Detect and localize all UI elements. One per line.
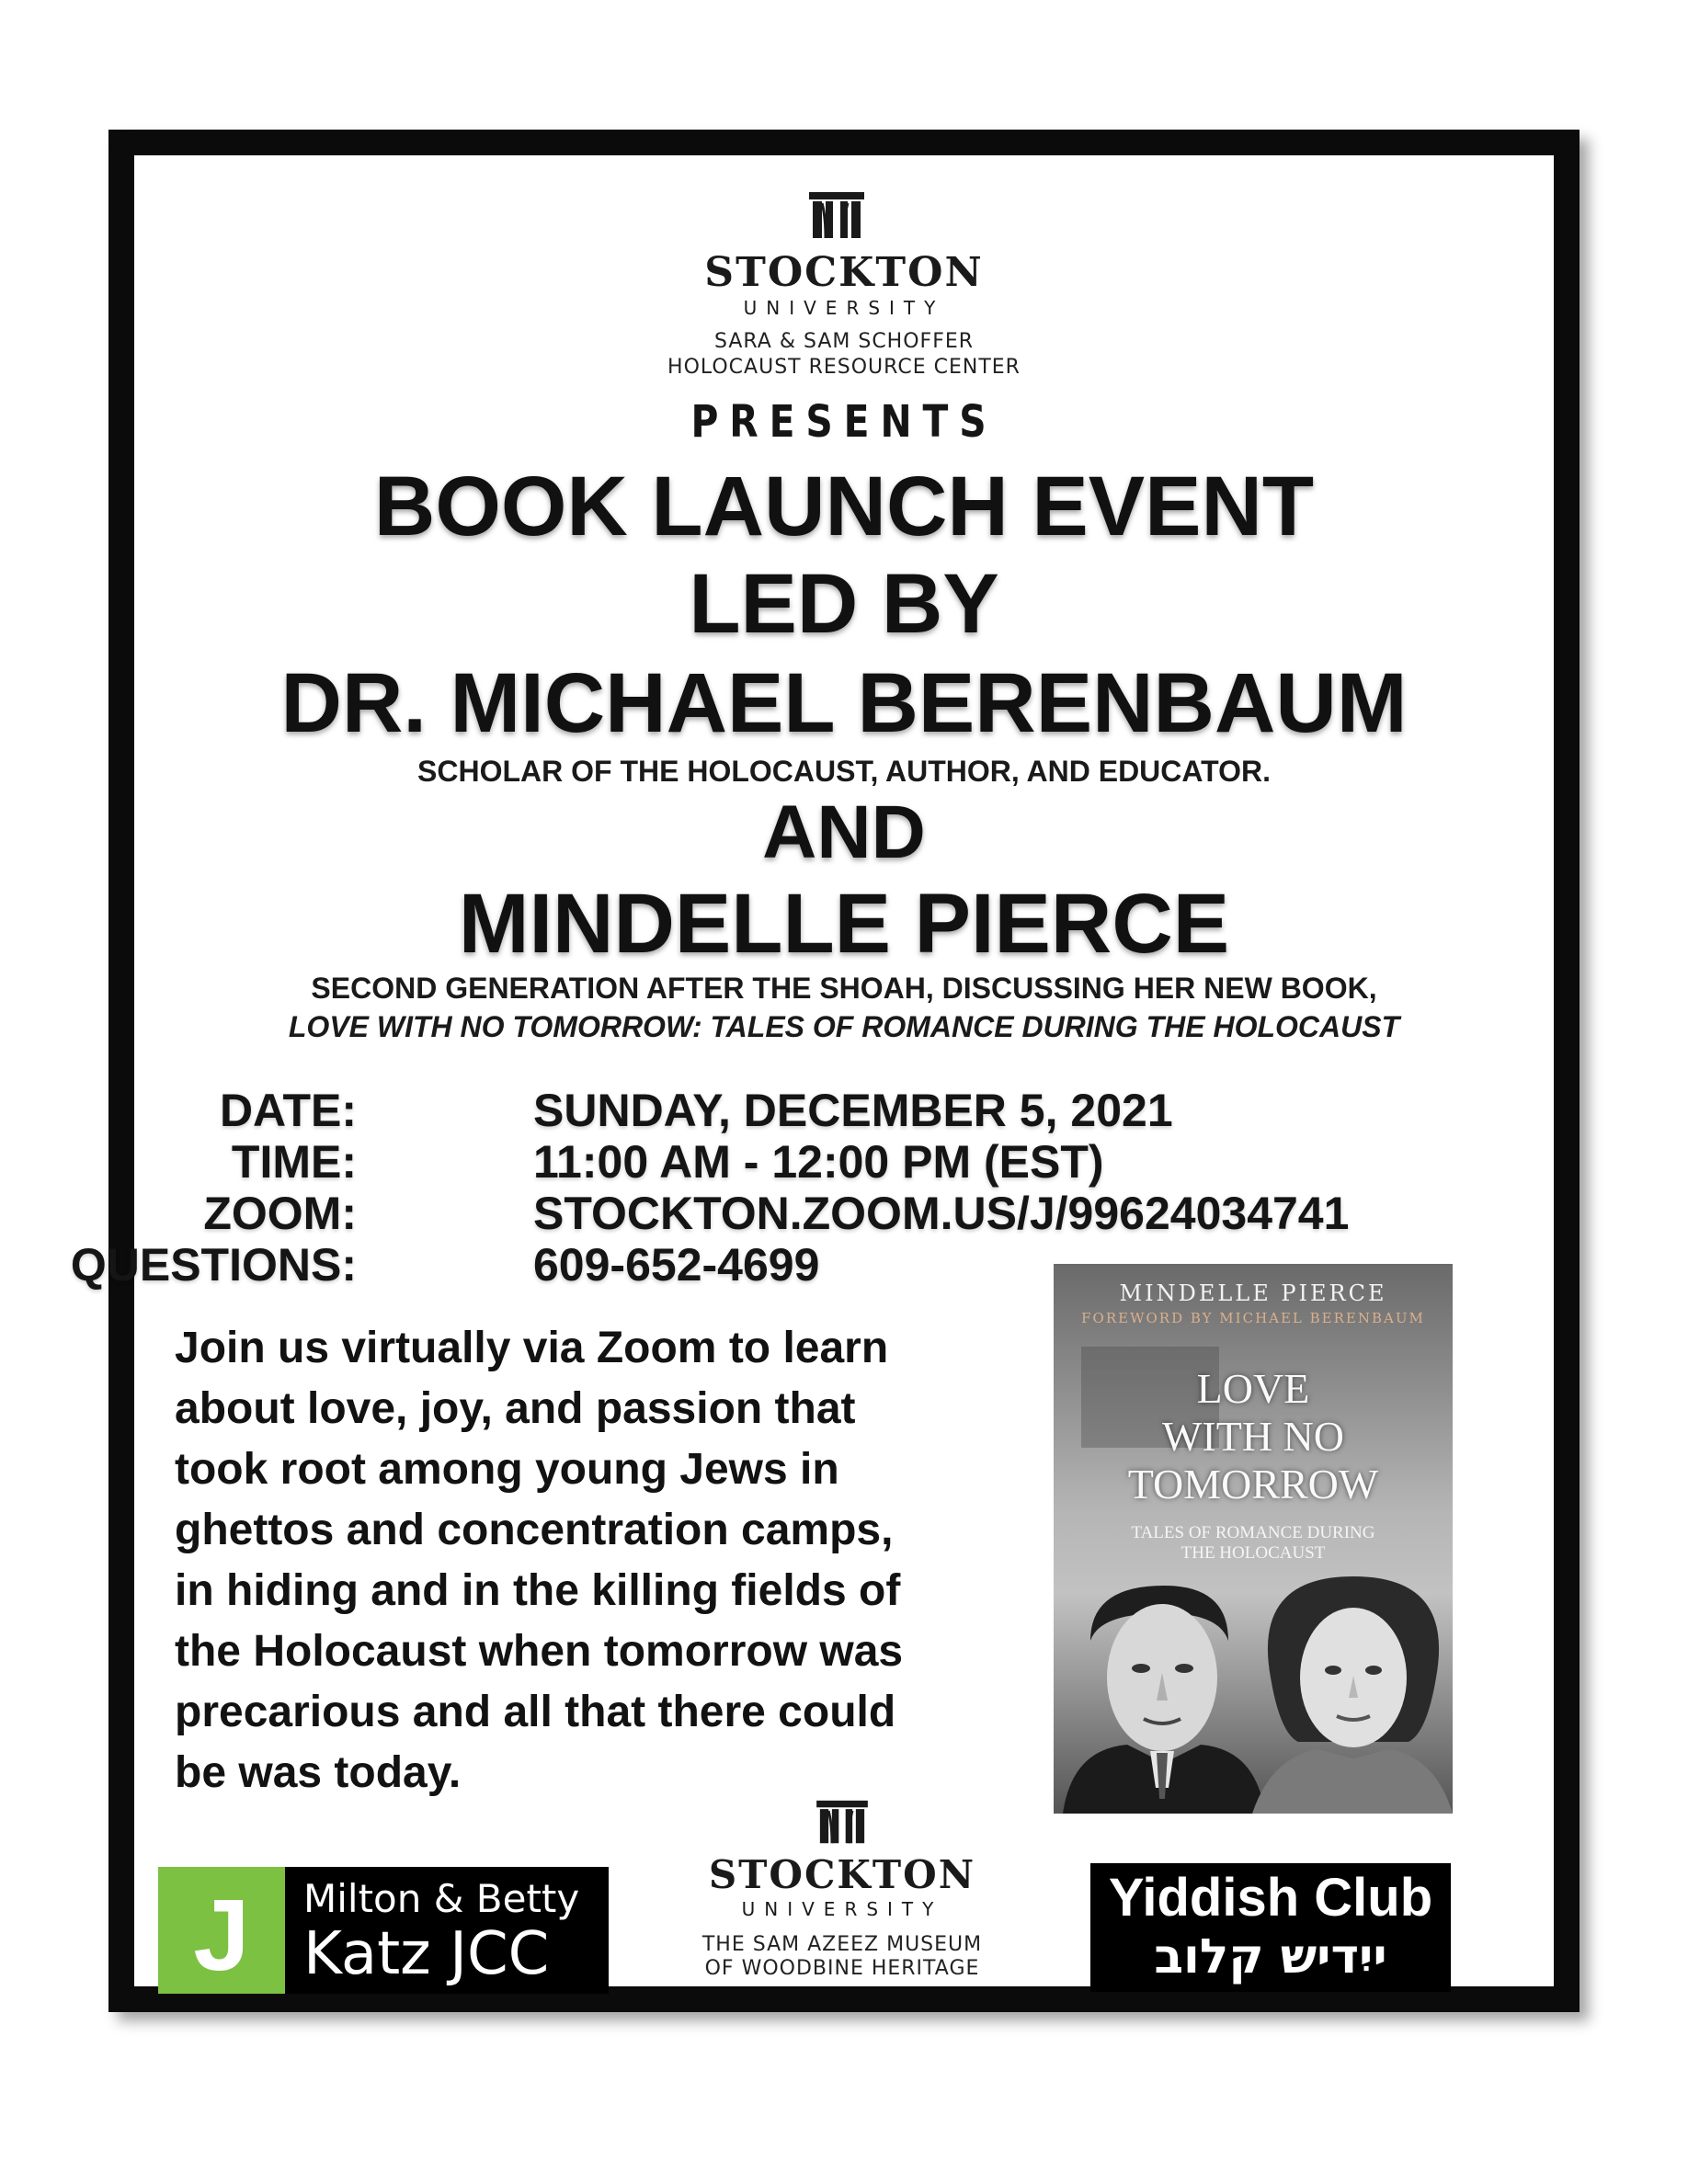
detail-label: QUESTIONS:	[70, 1239, 357, 1291]
cover-foreword: FOREWORD BY MICHAEL BERENBAUM	[1081, 1310, 1425, 1326]
jcc-line1: Milton & Betty	[303, 1876, 580, 1921]
stockton-logo-sub: UNIVERSITY	[743, 297, 945, 319]
detail-row-date	[134, 1084, 1554, 1139]
stockton-logo-icon	[815, 1799, 870, 1847]
cover-author: MINDELLE PIERCE	[1119, 1280, 1387, 1306]
speaker1-name: DR. MICHAEL BERENBAUM	[280, 656, 1408, 750]
speaker2-description: SECOND GENERATION AFTER THE SHOAH, DISCUSSING HER NEW BOOK,	[311, 972, 1377, 1005]
cover-title-line: WITH NO	[1162, 1413, 1344, 1460]
cover-tagline-line: THE HOLOCAUST	[1180, 1543, 1326, 1563]
poster-frame	[70, 130, 1580, 2012]
speaker1-description: SCHOLAR OF THE HOLOCAUST, AUTHOR, AND EDUCATOR.	[417, 755, 1271, 788]
description-line: Join us virtually via Zoom to learn	[175, 1324, 889, 1372]
description-line: about love, joy, and passion that	[175, 1384, 856, 1433]
yiddish-club-logo	[1090, 1863, 1451, 1992]
stockton-logo-name: STOCKTON	[704, 249, 984, 296]
center-name-line2: HOLOCAUST RESOURCE CENTER	[667, 356, 1021, 379]
book-title-line: LOVE WITH NO TOMORROW: TALES OF ROMANCE DURING THE HOLOCAUST	[288, 1010, 1400, 1043]
detail-value: 11:00 AM - 12:00 PM (EST)	[533, 1136, 1104, 1188]
detail-row-zoom	[134, 1187, 1554, 1242]
description-line: be was today.	[175, 1748, 462, 1797]
and-text: AND	[762, 791, 926, 874]
yiddish-club-yiddish: ייִדיש קלוב	[1154, 1929, 1387, 1985]
center-name-line1: SARA & SAM SCHOFFER	[713, 330, 975, 353]
presents-heading: PRESENTS	[690, 396, 998, 448]
detail-value: SUNDAY, DECEMBER 5, 2021	[533, 1085, 1173, 1136]
jcc-line2: Katz JCC	[303, 1920, 550, 1988]
zoom-link[interactable]: STOCKTON.ZOOM.US/J/99624034741	[533, 1188, 1350, 1239]
detail-label: ZOOM:	[203, 1188, 357, 1239]
museum-logo-name: STOCKTON	[708, 1852, 976, 1897]
detail-label: DATE:	[219, 1085, 357, 1136]
stockton-logo-icon	[807, 190, 866, 242]
museum-logo-sub: UNIVERSITY	[741, 1898, 943, 1920]
woman-portrait	[1252, 1567, 1453, 1814]
yiddish-club-english: Yiddish Club	[1108, 1868, 1433, 1928]
museum-name-line2: OF WOODBINE HERITAGE	[704, 1957, 980, 1980]
man-portrait	[1063, 1576, 1265, 1814]
description-line: in hiding and in the killing fields of	[175, 1566, 901, 1615]
museum-name-line1: THE SAM AZEEZ MUSEUM	[701, 1933, 983, 1956]
description-line: took root among young Jews in	[175, 1445, 839, 1494]
speaker2-name: MINDELLE PIERCE	[458, 877, 1230, 971]
phone-number: 609-652-4699	[533, 1239, 820, 1291]
cover-tagline-line: TALES OF ROMANCE DURING	[1131, 1523, 1375, 1542]
jcc-letter: J	[193, 1879, 250, 1992]
book-cover-image	[1054, 1264, 1453, 1814]
cover-title-line: LOVE	[1196, 1365, 1310, 1412]
detail-label: TIME:	[231, 1136, 357, 1188]
description-line: the Holocaust when tomorrow was	[175, 1627, 904, 1676]
description-line: precarious and all that there could	[175, 1688, 896, 1736]
cover-title-line: TOMORROW	[1127, 1461, 1379, 1507]
description-line: ghettos and concentration camps,	[175, 1506, 894, 1554]
event-title: BOOK LAUNCH EVENT	[373, 460, 1315, 553]
event-description	[175, 1318, 1021, 1803]
detail-row-time	[134, 1135, 1554, 1190]
led-by-text: LED BY	[689, 557, 999, 651]
katz-jcc-logo	[158, 1867, 609, 1994]
